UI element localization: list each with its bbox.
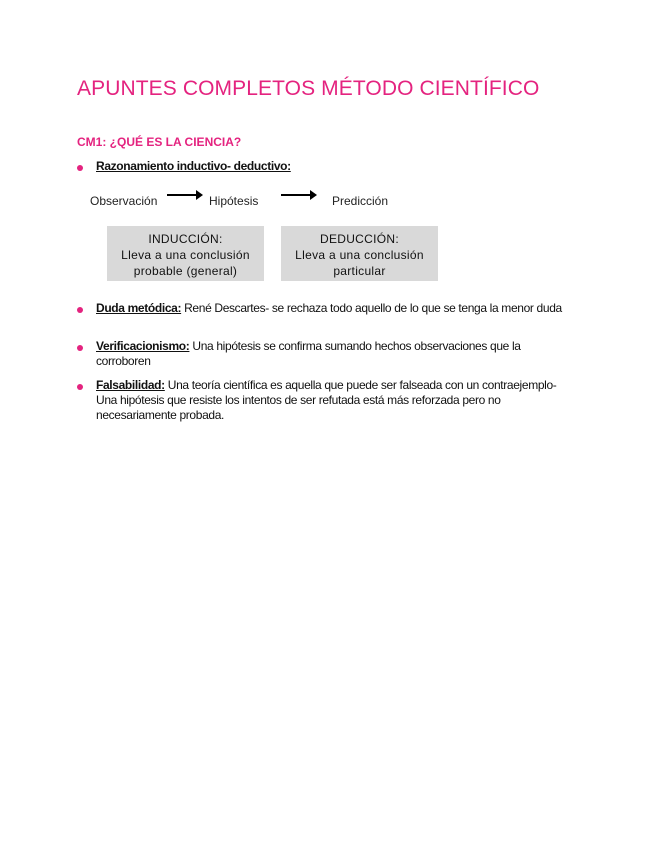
list-item-verificacionismo bbox=[96, 339, 576, 369]
list-item-falsabilidad bbox=[96, 378, 576, 423]
arrow-right-icon bbox=[281, 194, 311, 196]
page-title: APUNTES COMPLETOS MÉTODO CIENTÍFICO bbox=[77, 77, 540, 100]
term-label: Duda metódica: bbox=[96, 301, 182, 315]
arrow-right-icon bbox=[167, 194, 197, 196]
concept-box-induccion bbox=[107, 226, 264, 281]
bullet-marker bbox=[77, 384, 83, 390]
item-text: Una teoría científica es aquella que puede ser falseada con un contraejemplo- Una hipótesis que resiste los intentos de ser refutada está más reforzada pero no necesariamente probada. bbox=[96, 378, 557, 422]
box-title: INDUCCIÓN: bbox=[148, 232, 223, 246]
term-label: Falsabilidad: bbox=[96, 378, 165, 392]
list-item-reasoning bbox=[96, 159, 576, 174]
term-label: Verificacionismo: bbox=[96, 339, 190, 353]
term-label: Razonamiento inductivo- deductivo: bbox=[96, 159, 291, 173]
bullet-marker bbox=[77, 345, 83, 351]
box-text: Lleva a una conclusión particular bbox=[295, 248, 424, 278]
bullet-marker bbox=[77, 165, 83, 171]
item-text: René Descartes- se rechaza todo aquello de lo que se tenga la menor duda bbox=[181, 301, 562, 315]
section-heading: CM1: ¿QUÉ ES LA CIENCIA? bbox=[77, 135, 242, 149]
item-text: Una hipótesis se confirma sumando hechos observaciones que la corroboren bbox=[96, 339, 521, 368]
box-text: Lleva a una conclusión probable (general) bbox=[121, 248, 250, 278]
flow-step-hipotesis: Hipótesis bbox=[209, 194, 259, 208]
flow-step-observacion: Observación bbox=[90, 194, 158, 208]
flow-step-prediccion: Predicción bbox=[332, 194, 389, 208]
concept-box-deduccion bbox=[281, 226, 438, 281]
list-item-duda-metodica bbox=[96, 301, 576, 316]
bullet-marker bbox=[77, 307, 83, 313]
box-title: DEDUCCIÓN: bbox=[319, 232, 399, 246]
